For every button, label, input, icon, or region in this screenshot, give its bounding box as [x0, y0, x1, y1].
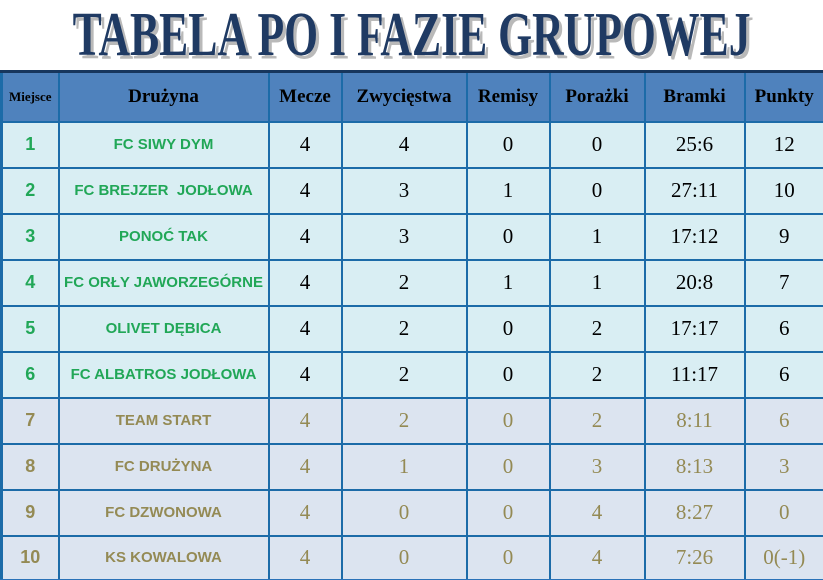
goals-cell: 8:27 [645, 490, 745, 536]
table-row [2, 122, 823, 168]
place-cell: 5 [2, 306, 59, 352]
points-cell: 0 [745, 490, 823, 536]
wins-cell: 0 [342, 490, 467, 536]
goals-cell: 20:8 [645, 260, 745, 306]
wins-cell: 3 [342, 168, 467, 214]
place-cell: 10 [2, 536, 59, 580]
place-cell: 1 [2, 122, 59, 168]
wins-cell: 0 [342, 536, 467, 580]
standings-body [2, 122, 823, 580]
table-header [2, 72, 823, 122]
points-cell: 7 [745, 260, 823, 306]
standings-table [0, 70, 823, 580]
table-row [2, 214, 823, 260]
table-row [2, 168, 823, 214]
losses-cell: 4 [550, 490, 645, 536]
matches-cell: 4 [269, 122, 342, 168]
goals-cell: 17:12 [645, 214, 745, 260]
points-cell: 12 [745, 122, 823, 168]
page-title: TABELA PO I FAZIE GRUPOWEJ [72, 0, 751, 70]
matches-cell: 4 [269, 490, 342, 536]
col-header-points: Punkty [745, 72, 823, 122]
goals-cell: 27:11 [645, 168, 745, 214]
team-cell: OLIVET DĘBICA [59, 306, 269, 352]
team-cell: FC BREJZER JODŁOWA [59, 168, 269, 214]
wins-cell: 2 [342, 352, 467, 398]
team-cell: FC ALBATROS JODŁOWA [59, 352, 269, 398]
matches-cell: 4 [269, 398, 342, 444]
goals-cell: 25:6 [645, 122, 745, 168]
matches-cell: 4 [269, 536, 342, 580]
wins-cell: 1 [342, 444, 467, 490]
place-cell: 6 [2, 352, 59, 398]
losses-cell: 3 [550, 444, 645, 490]
matches-cell: 4 [269, 306, 342, 352]
losses-cell: 2 [550, 398, 645, 444]
page-title-wrap [0, 0, 823, 70]
team-cell: PONOĆ TAK [59, 214, 269, 260]
col-header-team: Drużyna [59, 72, 269, 122]
draws-cell: 1 [467, 260, 550, 306]
matches-cell: 4 [269, 352, 342, 398]
points-cell: 3 [745, 444, 823, 490]
draws-cell: 0 [467, 352, 550, 398]
place-cell: 8 [2, 444, 59, 490]
goals-cell: 8:13 [645, 444, 745, 490]
losses-cell: 1 [550, 214, 645, 260]
table-row [2, 444, 823, 490]
points-cell: 6 [745, 306, 823, 352]
wins-cell: 2 [342, 398, 467, 444]
team-cell: FC SIWY DYM [59, 122, 269, 168]
table-row [2, 260, 823, 306]
team-cell: KS KOWALOWA [59, 536, 269, 580]
draws-cell: 0 [467, 444, 550, 490]
place-cell: 9 [2, 490, 59, 536]
table-row [2, 536, 823, 580]
wins-cell: 2 [342, 260, 467, 306]
draws-cell: 0 [467, 490, 550, 536]
col-header-matches: Mecze [269, 72, 342, 122]
place-cell: 4 [2, 260, 59, 306]
team-cell: FC ORŁY JAWORZEGÓRNE [59, 260, 269, 306]
points-cell: 6 [745, 352, 823, 398]
draws-cell: 0 [467, 122, 550, 168]
losses-cell: 4 [550, 536, 645, 580]
team-cell: TEAM START [59, 398, 269, 444]
table-row [2, 352, 823, 398]
place-cell: 7 [2, 398, 59, 444]
col-header-goals: Bramki [645, 72, 745, 122]
losses-cell: 2 [550, 352, 645, 398]
table-row [2, 306, 823, 352]
col-header-wins: Zwycięstwa [342, 72, 467, 122]
draws-cell: 0 [467, 306, 550, 352]
team-cell: FC DZWONOWA [59, 490, 269, 536]
col-header-losses: Porażki [550, 72, 645, 122]
losses-cell: 0 [550, 122, 645, 168]
col-header-place: Miejsce [2, 72, 59, 122]
table-row [2, 398, 823, 444]
losses-cell: 2 [550, 306, 645, 352]
matches-cell: 4 [269, 168, 342, 214]
goals-cell: 7:26 [645, 536, 745, 580]
draws-cell: 0 [467, 214, 550, 260]
header-row [2, 72, 823, 122]
goals-cell: 8:11 [645, 398, 745, 444]
draws-cell: 1 [467, 168, 550, 214]
points-cell: 6 [745, 398, 823, 444]
losses-cell: 1 [550, 260, 645, 306]
table-row [2, 490, 823, 536]
goals-cell: 11:17 [645, 352, 745, 398]
points-cell: 9 [745, 214, 823, 260]
matches-cell: 4 [269, 444, 342, 490]
wins-cell: 4 [342, 122, 467, 168]
matches-cell: 4 [269, 214, 342, 260]
wins-cell: 2 [342, 306, 467, 352]
place-cell: 2 [2, 168, 59, 214]
draws-cell: 0 [467, 398, 550, 444]
goals-cell: 17:17 [645, 306, 745, 352]
wins-cell: 3 [342, 214, 467, 260]
place-cell: 3 [2, 214, 59, 260]
draws-cell: 0 [467, 536, 550, 580]
team-cell: FC DRUŻYNA [59, 444, 269, 490]
col-header-draws: Remisy [467, 72, 550, 122]
points-cell: 0(-1) [745, 536, 823, 580]
points-cell: 10 [745, 168, 823, 214]
matches-cell: 4 [269, 260, 342, 306]
losses-cell: 0 [550, 168, 645, 214]
